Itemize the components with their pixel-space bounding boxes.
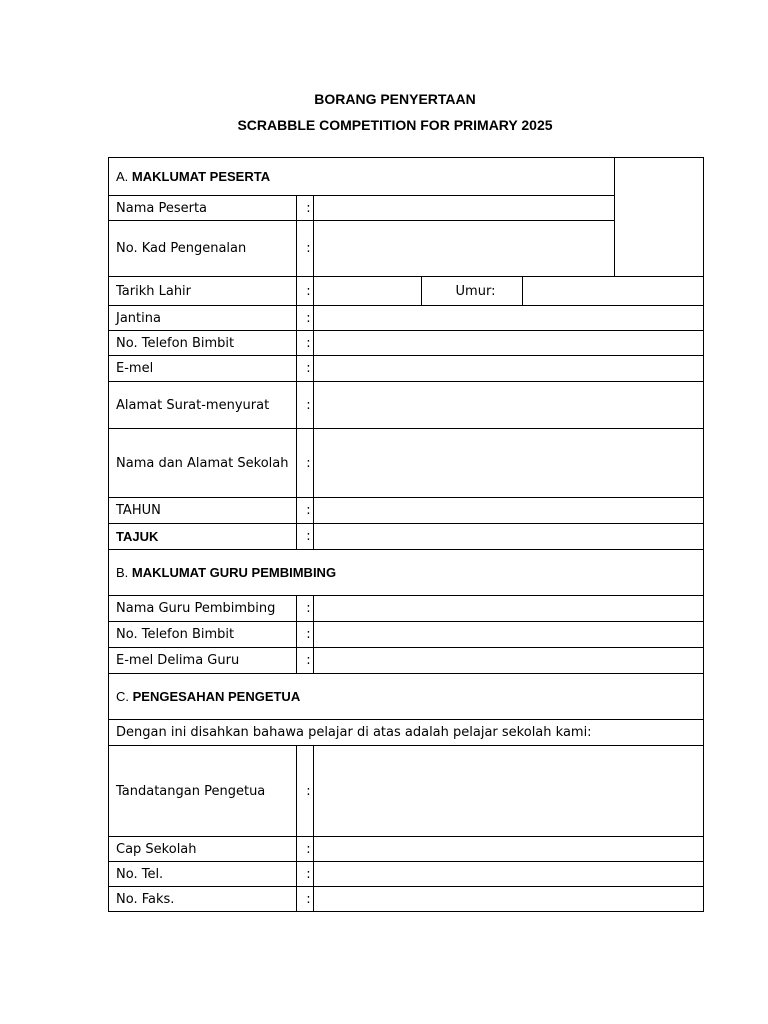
registration-form-table xyxy=(108,157,704,912)
colon: : xyxy=(297,862,314,887)
input-no-tel[interactable] xyxy=(314,862,704,887)
label-emel: E-mel xyxy=(109,356,297,382)
colon: : xyxy=(297,277,314,306)
input-jantina[interactable] xyxy=(314,306,704,331)
section-a-header-row xyxy=(109,158,704,196)
label-cap-sekolah: Cap Sekolah xyxy=(109,837,297,862)
label-tajuk: TAJUK xyxy=(109,524,297,550)
input-nama-peserta[interactable] xyxy=(314,196,615,221)
row-alamat xyxy=(109,382,704,429)
colon: : xyxy=(297,221,314,277)
row-nama-guru xyxy=(109,596,704,622)
input-nama-guru[interactable] xyxy=(314,596,704,622)
row-jantina xyxy=(109,306,704,331)
label-nama-peserta: Nama Peserta xyxy=(109,196,297,221)
input-kad-pengenalan[interactable] xyxy=(314,221,615,277)
label-telefon-bimbit: No. Telefon Bimbit xyxy=(109,331,297,356)
input-no-faks[interactable] xyxy=(314,887,704,912)
form-subtitle: SCRABBLE COMPETITION FOR PRIMARY 2025 xyxy=(237,117,553,133)
input-telefon-guru[interactable] xyxy=(314,622,704,648)
colon: : xyxy=(297,648,314,674)
colon: : xyxy=(297,524,314,550)
row-sekolah xyxy=(109,429,704,498)
row-no-tel xyxy=(109,862,704,887)
row-tahun xyxy=(109,498,704,524)
form-title: BORANG PENYERTAAN xyxy=(314,91,476,107)
row-emel-guru xyxy=(109,648,704,674)
input-emel-guru[interactable] xyxy=(314,648,704,674)
colon: : xyxy=(297,382,314,429)
row-statement xyxy=(109,720,704,746)
section-b-header-row xyxy=(109,550,704,596)
section-b-heading: B. MAKLUMAT GURU PEMBIMBING xyxy=(109,550,704,596)
label-tahun: TAHUN xyxy=(109,498,297,524)
row-no-faks xyxy=(109,887,704,912)
input-tajuk[interactable] xyxy=(314,524,704,550)
label-alamat: Alamat Surat-menyurat xyxy=(109,382,297,429)
label-jantina: Jantina xyxy=(109,306,297,331)
label-tarikh-lahir: Tarikh Lahir xyxy=(109,277,297,306)
colon: : xyxy=(297,196,314,221)
section-c-heading: C. PENGESAHAN PENGETUA xyxy=(109,674,704,720)
colon: : xyxy=(297,622,314,648)
photo-box[interactable] xyxy=(615,158,704,277)
label-tandatangan: Tandatangan Pengetua xyxy=(109,746,297,837)
colon: : xyxy=(297,837,314,862)
row-nama-peserta xyxy=(109,196,704,221)
input-umur[interactable] xyxy=(523,277,704,306)
colon: : xyxy=(297,306,314,331)
label-emel-guru: E-mel Delima Guru xyxy=(109,648,297,674)
input-tarikh-lahir[interactable] xyxy=(314,277,422,306)
colon: : xyxy=(297,596,314,622)
label-no-tel: No. Tel. xyxy=(109,862,297,887)
label-no-faks: No. Faks. xyxy=(109,887,297,912)
input-emel[interactable] xyxy=(314,356,704,382)
colon: : xyxy=(297,746,314,837)
input-tahun[interactable] xyxy=(314,498,704,524)
colon: : xyxy=(297,887,314,912)
label-nama-guru: Nama Guru Pembimbing xyxy=(109,596,297,622)
colon: : xyxy=(297,356,314,382)
label-telefon-guru: No. Telefon Bimbit xyxy=(109,622,297,648)
row-tarikh-lahir xyxy=(109,277,704,306)
row-telefon-guru xyxy=(109,622,704,648)
input-sekolah[interactable] xyxy=(314,429,704,498)
row-kad-pengenalan xyxy=(109,221,704,277)
row-emel xyxy=(109,356,704,382)
section-a-heading: A. MAKLUMAT PESERTA xyxy=(109,158,615,196)
input-alamat[interactable] xyxy=(314,382,704,429)
confirmation-statement: Dengan ini disahkan bahawa pelajar di atas adalah pelajar sekolah kami: xyxy=(109,720,704,746)
input-tandatangan[interactable] xyxy=(314,746,704,837)
colon: : xyxy=(297,429,314,498)
label-umur: Umur: xyxy=(422,277,523,306)
row-tajuk xyxy=(109,524,704,550)
row-telefon-bimbit xyxy=(109,331,704,356)
input-cap-sekolah[interactable] xyxy=(314,837,704,862)
colon: : xyxy=(297,498,314,524)
label-kad-pengenalan: No. Kad Pengenalan xyxy=(109,221,297,277)
input-telefon-bimbit[interactable] xyxy=(314,331,704,356)
section-c-header-row xyxy=(109,674,704,720)
row-cap-sekolah xyxy=(109,837,704,862)
label-sekolah: Nama dan Alamat Sekolah xyxy=(109,429,297,498)
colon: : xyxy=(297,331,314,356)
row-tandatangan xyxy=(109,746,704,837)
